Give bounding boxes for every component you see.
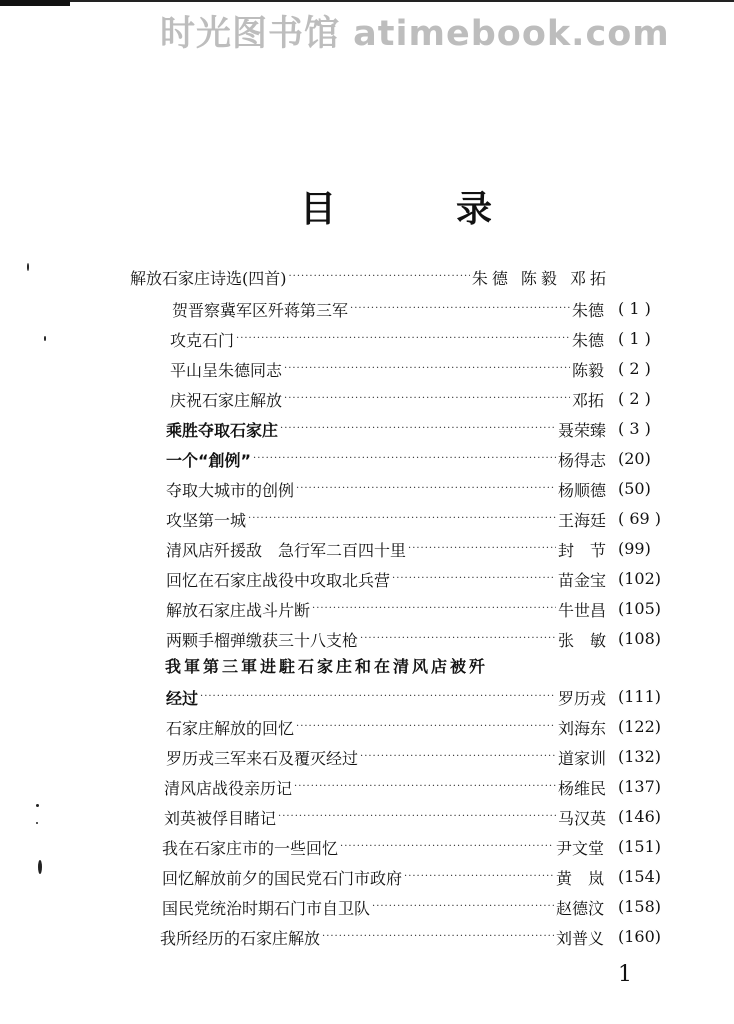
- toc-entry[interactable]: [166, 624, 606, 654]
- leader-dots: [350, 294, 570, 324]
- toc-entry[interactable]: [162, 892, 604, 922]
- toc-page-number: (105): [618, 599, 662, 618]
- leader-dots: [360, 624, 556, 654]
- toc-entry-author: 苗金宝: [557, 570, 606, 590]
- toc-entry-title: 回忆解放前夕的国民党石门市政府: [162, 868, 403, 888]
- toc-entry-author: 赵德汶: [555, 898, 604, 918]
- toc-page-number: ( 2 ): [618, 389, 651, 408]
- toc-page-number: (146): [618, 807, 662, 826]
- toc-entry-title: 夺取大城市的创例: [166, 480, 295, 500]
- toc-page-number: ( 3 ): [618, 419, 651, 438]
- toc-group-heading[interactable]: [130, 262, 610, 292]
- leader-dots: [284, 384, 570, 414]
- toc-page-number: (160): [618, 927, 662, 946]
- leader-dots: [296, 474, 556, 504]
- toc-entry-title: 一个“創例”: [166, 450, 252, 470]
- toc-entry-title: 庆祝石家庄解放: [170, 390, 283, 410]
- scan-speck: [44, 336, 46, 341]
- toc-entry-title: 攻坚第一城: [166, 510, 247, 530]
- toc-entry[interactable]: [166, 504, 606, 534]
- toc-entry[interactable]: [164, 772, 606, 802]
- toc-entry-author: 王海廷: [557, 510, 606, 530]
- toc-entry-author: 朱德 陈毅 邓拓: [471, 268, 610, 288]
- toc-page-number: ( 2 ): [618, 359, 651, 378]
- leader-dots: [236, 324, 570, 354]
- scan-speck: [36, 804, 39, 807]
- toc-page-number: (122): [618, 717, 662, 736]
- leader-dots: [322, 922, 554, 952]
- toc-entry[interactable]: [162, 832, 604, 862]
- toc-entry[interactable]: [170, 354, 604, 384]
- leader-dots: [404, 862, 554, 892]
- toc-long-heading[interactable]: 我軍第三軍进駐石家庄和在清风店被歼: [165, 657, 489, 676]
- leader-dots: [248, 504, 556, 534]
- toc-entry[interactable]: [166, 534, 606, 564]
- toc-entry-author: 陈毅: [571, 360, 604, 380]
- leader-dots: [296, 712, 556, 742]
- toc-entry-author: 朱德: [571, 300, 604, 320]
- toc-page-number: (137): [618, 777, 662, 796]
- toc-page-number: (158): [618, 897, 662, 916]
- leader-dots: [289, 262, 470, 292]
- toc-entry-title: 我在石家庄市的一些回忆: [162, 838, 339, 858]
- toc-entry-title: 罗历戎三军来石及覆灭经过: [166, 748, 359, 768]
- toc-page-number: (50): [618, 479, 651, 498]
- toc-entry-title: 乘胜夺取石家庄: [166, 420, 279, 440]
- leader-dots: [408, 534, 556, 564]
- leader-dots: [312, 594, 556, 624]
- toc-entry-title: 平山呈朱德同志: [170, 360, 283, 380]
- toc-page-number: (154): [618, 867, 662, 886]
- page-title: 目录: [300, 189, 613, 230]
- toc-entry[interactable]: [170, 324, 604, 354]
- toc-entry-title: 清风店歼援敌 急行军二百四十里: [166, 540, 407, 560]
- toc-entry[interactable]: [166, 564, 606, 594]
- toc-entry-author: 罗历戎: [557, 688, 606, 708]
- toc-page-number: ( 1 ): [618, 299, 651, 318]
- toc-entry[interactable]: [166, 742, 606, 772]
- leader-dots: [360, 742, 556, 772]
- toc-page-number: ( 1 ): [618, 329, 651, 348]
- toc-entry-title: 清风店战役亲历记: [164, 778, 293, 798]
- page-number: 1: [618, 962, 632, 987]
- toc-entry-author: 尹文堂: [555, 838, 604, 858]
- leader-dots: [253, 444, 556, 474]
- toc-entry-title: 两颗手榴弹缴获三十八支枪: [166, 630, 359, 650]
- toc-entry-author: 邓拓: [571, 390, 604, 410]
- leader-dots: [284, 354, 570, 384]
- toc-page-number: (132): [618, 747, 662, 766]
- toc-entry[interactable]: [170, 384, 604, 414]
- toc-entry-title: 攻克石门: [170, 330, 235, 350]
- toc-entry[interactable]: [162, 862, 604, 892]
- toc-entry-title: 我所经历的石家庄解放: [160, 928, 321, 948]
- toc-entry-author: 杨维民: [557, 778, 606, 798]
- scan-speck: [27, 263, 29, 271]
- leader-dots: [372, 892, 554, 922]
- leader-dots: [200, 682, 556, 712]
- toc-page-number: (111): [618, 687, 662, 706]
- toc-entry-author: 黄 岚: [555, 868, 604, 888]
- toc-page-number: ( 69 ): [618, 509, 662, 528]
- toc-entry-author: 聂荣臻: [557, 420, 606, 440]
- toc-page-number: (151): [618, 837, 662, 856]
- toc-page-number: (99): [618, 539, 651, 558]
- toc-entry[interactable]: [172, 294, 604, 324]
- toc-entry-author: 朱德: [571, 330, 604, 350]
- toc-entry[interactable]: [164, 802, 606, 832]
- toc-entry-author: 马汉英: [557, 808, 606, 828]
- toc-entry-title: 石家庄解放的回忆: [166, 718, 295, 738]
- toc-entry-title: 贺晋察冀军区歼蒋第三军: [172, 300, 349, 320]
- toc-entry[interactable]: [160, 922, 604, 952]
- toc-page-number: (20): [618, 449, 651, 468]
- toc-entry-author: 封 节: [557, 540, 606, 560]
- toc-entry-author: 杨顺德: [557, 480, 606, 500]
- toc-entry-title: 经过: [166, 688, 199, 708]
- toc-entry[interactable]: [166, 474, 606, 504]
- toc-entry-title: 刘英被俘目睹记: [164, 808, 277, 828]
- leader-dots: [392, 564, 556, 594]
- watermark: 时光图书馆 atimebook.com: [160, 14, 670, 54]
- toc-entry-author: 杨得志: [557, 450, 606, 470]
- toc-entry-author: 刘海东: [557, 718, 606, 738]
- toc-page-number: (102): [618, 569, 662, 588]
- toc-entry[interactable]: [166, 594, 606, 624]
- toc-entry-title: 解放石家庄诗选(四首): [130, 268, 287, 288]
- leader-dots: [280, 414, 556, 444]
- toc-entry[interactable]: [166, 712, 606, 742]
- toc-entry[interactable]: [166, 444, 606, 474]
- toc-entry-title: 解放石家庄战斗片断: [166, 600, 311, 620]
- scan-speck: [36, 822, 38, 824]
- leader-dots: [294, 772, 556, 802]
- toc-entry[interactable]: [166, 682, 606, 712]
- toc-entry-title: 国民党统治时期石门市自卫队: [162, 898, 371, 918]
- toc-entry-author: 道家训: [557, 748, 606, 768]
- leader-dots: [278, 802, 556, 832]
- toc-entry-author: 牛世昌: [557, 600, 606, 620]
- toc-page-number: (108): [618, 629, 662, 648]
- scan-speck: [38, 860, 42, 874]
- toc-entry-author: 刘普义: [555, 928, 604, 948]
- toc-entry-author: 张 敏: [557, 630, 606, 650]
- leader-dots: [340, 832, 554, 862]
- toc-entry[interactable]: [166, 414, 606, 444]
- toc-entry-title: 回忆在石家庄战役中攻取北兵营: [166, 570, 391, 590]
